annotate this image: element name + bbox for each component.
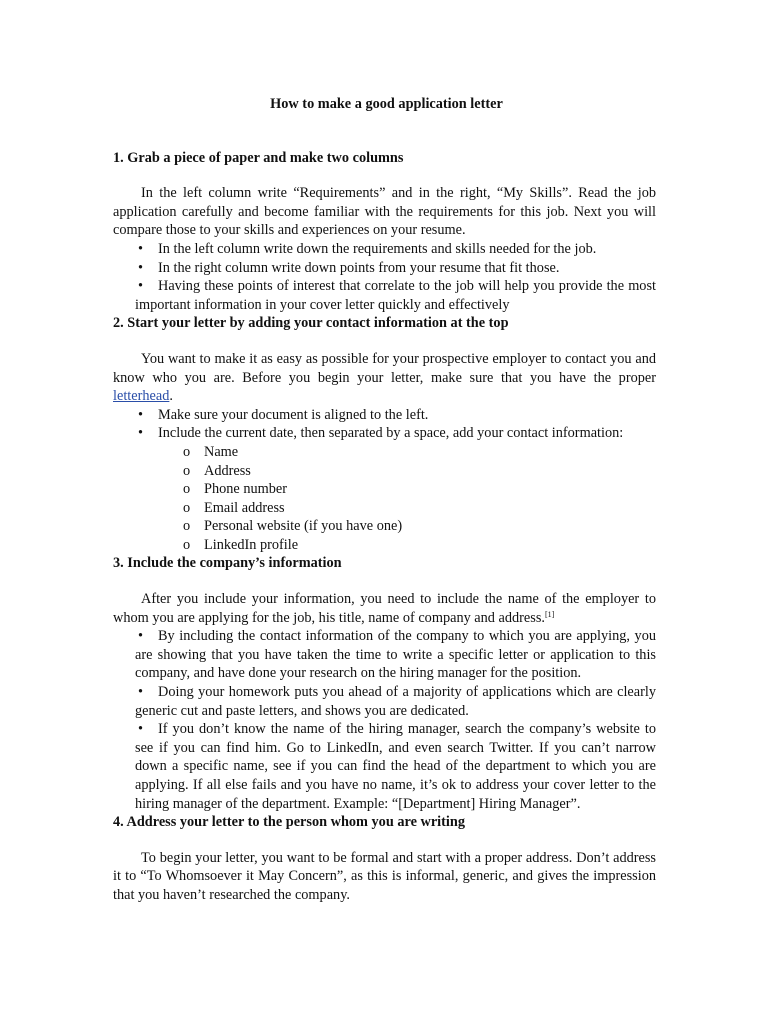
list-item: o Personal website (if you have one) <box>183 518 403 535</box>
bullet-icon: • <box>138 240 144 257</box>
sub-bullet-icon: o <box>183 518 191 535</box>
list-item: o Name <box>183 443 239 460</box>
letterhead-link[interactable]: letterhead <box>113 388 170 405</box>
sub-bullet-icon: o <box>183 462 191 479</box>
footnote-reference[interactable]: [1] <box>544 609 555 619</box>
bullet-icon: • <box>138 721 144 738</box>
list-item: • Doing your homework puts you ahead of a majority of applications which are clearly generic cut and paste letters, and shows you are dedicated. <box>135 684 656 719</box>
section-2-bullets <box>113 406 656 443</box>
sub-bullet-icon: o <box>183 499 191 516</box>
list-item: • Make sure your document is aligned to the left. <box>138 406 429 423</box>
section-3-heading: 3. Include the company’s information <box>113 555 342 572</box>
list-item: o Email address <box>183 499 285 516</box>
section-2-heading: 2. Start your letter by adding your contact information at the top <box>113 315 509 332</box>
section-3-bullets <box>113 627 656 813</box>
sub-bullet-icon: o <box>183 443 191 460</box>
document-title: How to make a good application letter <box>270 96 503 112</box>
list-item: o Address <box>183 462 251 479</box>
section-4-heading: 4. Address your letter to the person whom you are writing <box>113 814 465 831</box>
list-item: • Include the current date, then separated by a space, add your contact information: <box>138 425 624 442</box>
section-1-heading: 1. Grab a piece of paper and make two columns <box>113 149 404 166</box>
section-2-intro: You want to make it as easy as possible for your prospective employer to contact you and know who you are. Before you begin your letter, make sure that you have the proper letterhead. <box>113 350 656 405</box>
bullet-icon: • <box>138 628 144 645</box>
list-item: • Having these points of interest that correlate to the job will help you provide the most important information in your cover letter quickly and effectively <box>135 278 656 313</box>
bullet-icon: • <box>138 406 144 423</box>
list-item: o Phone number <box>183 481 287 498</box>
section-1-intro: In the left column write “Requirements” and in the right, “My Skills”. Read the job application carefully and become familiar with the requirements for this job. Next you will compare those to your skills and experiences on your resume. <box>113 185 656 239</box>
list-item: • In the right column write down points from your resume that fit those. <box>138 259 560 276</box>
list-item: • If you don’t know the name of the hiring manager, search the company’s website to see if you can find him. Go to LinkedIn, and even search Twitter. If you can’t narrow down a specific name, see if you can find the head of the department to which you are applying. If all else fails and you have no name, it’s ok to address your cover letter to the hiring manager of the department. Example: “[Department] Hiring Manager”. <box>135 721 656 812</box>
section-3-intro: After you include your information, you need to include the name of the employer to whom you are applying for the job, his title, name of company and address.[1] <box>113 591 656 626</box>
section-1-bullets <box>113 240 656 314</box>
section-4-intro: To begin your letter, you want to be formal and start with a proper address. Don’t address it to “To Whomsoever it May Concern”, as this is informal, generic, and gives the impression that you haven’t researched the company. <box>113 849 656 903</box>
contact-info-list <box>113 443 656 555</box>
sub-bullet-icon: o <box>183 481 191 498</box>
bullet-icon: • <box>138 278 144 295</box>
sub-bullet-icon: o <box>183 536 191 553</box>
list-item: • In the left column write down the requirements and skills needed for the job. <box>138 240 597 257</box>
bullet-icon: • <box>138 425 144 442</box>
list-item: o LinkedIn profile <box>183 536 299 553</box>
bullet-icon: • <box>138 684 144 701</box>
bullet-icon: • <box>138 259 144 276</box>
list-item: • By including the contact information of the company to which you are applying, you are showing that you have taken the time to write a specific letter or application to this company, and have done your research on the hiring manager for the position. <box>135 628 656 682</box>
